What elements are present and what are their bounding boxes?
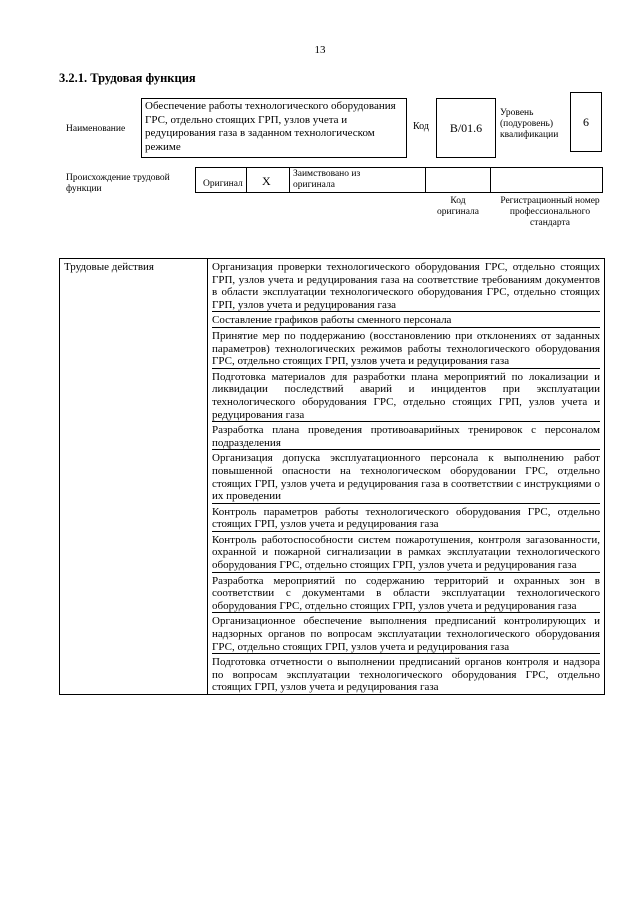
action-item: Разработка мероприятий по содержанию территорий и охранных зон в соответствии с документами в области эксплуатации технологического оборудования ГРС, отдельно стоящих ГРП, узлов учета и редуцирования газа xyxy=(212,572,600,613)
code-box xyxy=(436,98,496,158)
origin-row xyxy=(195,167,603,193)
origin-label: Происхождение трудовой функции xyxy=(66,173,170,194)
reg-number-label: Регистрационный номер профессионального стандарта xyxy=(500,196,600,228)
action-item: Подготовка материалов для разработки плана мероприятий по локализации и ликвидации последствий аварий и инцидентов при эксплуатации технологического оборудования ГРС, отдельно стоящих ГРП, узлов учета и редуцирования газа xyxy=(212,368,600,421)
actions-header: Трудовые действия xyxy=(64,261,154,273)
borrowed-label: Заимствовано из оригинала xyxy=(293,169,361,190)
code-value: B/01.6 xyxy=(449,120,483,135)
action-item: Принятие мер по поддержанию (восстановлению при отклонениях от заданных параметров) технологических режимов работы технологического оборудования ГРС, отдельно стоящих ГРП, узлов учета и редуцирования газа xyxy=(212,327,600,368)
borrowed-label-cell xyxy=(290,168,426,192)
actions-table xyxy=(59,258,605,695)
action-item: Организация проверки технологического оборудования ГРС, отдельно стоящих ГРП, узлов учета и редуцирования газа на соответствие требованиям документов в области эксплуатации технологического оборудования ГРС, отдельно стоящих ГРП, узлов учета и редуцирования газа xyxy=(212,261,600,311)
code-original-label: Код оригинала xyxy=(437,196,479,217)
function-name-box xyxy=(141,98,407,158)
action-item: Контроль работоспособности систем пожаротушения, контроля загазованности, охранной и пожарной сигнализации в рамках эксплуатации технологического оборудования ГРС, отдельно стоящих ГРП, узлов учета и редуцирования газа xyxy=(212,531,600,572)
action-item: Организационное обеспечение выполнения предписаний контролирующих и надзорных органов по вопросам эксплуатации технологического оборудования ГРС, отдельно стоящих ГРП, узлов учета и редуцирования газа xyxy=(212,612,600,653)
action-item: Организация допуска эксплуатационного персонала к выполнению работ повышенной опасности на технологическом оборудовании ГРС, отдельно стоящих ГРП, узлов учета и редуцирования газа в соответствии с инструкциями о их проведении xyxy=(212,449,600,502)
action-item: Контроль параметров работы технологического оборудования ГРС, отдельно стоящих ГРП, узлов учета и редуцирования газа xyxy=(212,503,600,531)
action-item: Составление графиков работы сменного персонала xyxy=(212,311,600,327)
actions-header-cell xyxy=(60,259,208,695)
original-mark: X xyxy=(262,174,271,188)
page-number: 13 xyxy=(314,44,326,56)
code-original-cell xyxy=(426,168,491,192)
original-label: Оригинал xyxy=(203,179,243,189)
level-box xyxy=(570,92,602,152)
actions-row xyxy=(60,259,605,695)
action-item: Разработка плана проведения противоаварийных тренировок с персоналом подразделения xyxy=(212,421,600,449)
original-mark-cell xyxy=(247,168,290,192)
function-name: Обеспечение работы технологического оборудования ГРС, отдельно стоящих ГРП, узлов учета и редуцирования газа в заданном технологическом режиме xyxy=(145,100,396,153)
section-title: 3.2.1. Трудовая функция xyxy=(59,71,196,85)
actions-list-cell xyxy=(208,259,605,695)
name-label: Наименование xyxy=(66,124,126,134)
original-label-cell xyxy=(196,168,247,192)
action-item: Подготовка отчетности о выполнении предписаний органов контроля и надзора по вопросам эксплуатации технологического оборудования ГРС, отдельно стоящих ГРП, узлов учета и редуцирования газа xyxy=(212,653,600,694)
code-label: Код xyxy=(413,121,429,132)
level-value: 6 xyxy=(583,114,589,129)
level-label: Уровень (подуровень) квалификации xyxy=(500,108,559,140)
